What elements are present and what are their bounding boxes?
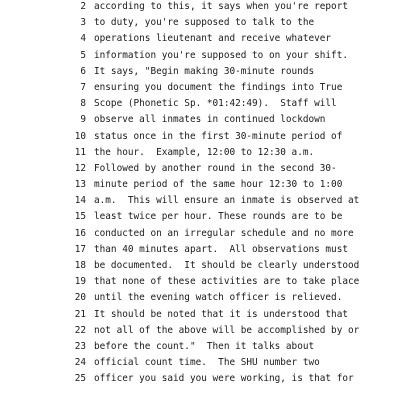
line-text: Followed by another round in the second 30- (94, 162, 337, 174)
line-text: ensuring you document the findings into True (94, 81, 343, 93)
line-number: 13 (74, 179, 86, 191)
transcript-line (0, 177, 400, 193)
transcript-line (0, 145, 400, 161)
transcript-line (0, 371, 400, 387)
line-number: 10 (74, 130, 86, 142)
transcript-line (0, 323, 400, 339)
line-text: It says, "Begin making 30-minute rounds (94, 65, 315, 77)
line-number: 3 (80, 17, 86, 29)
transcript-line (0, 242, 400, 258)
line-number: 25 (74, 373, 86, 385)
line-number: 9 (80, 114, 86, 126)
line-number: 20 (74, 292, 86, 304)
line-number: 17 (74, 243, 86, 255)
line-number: 2 (80, 1, 86, 12)
line-text: before the count." Then it talks about (94, 340, 315, 352)
transcript-line (0, 355, 400, 371)
line-text: Scope (Phonetic Sp. *01:42:49). Staff will (94, 98, 337, 110)
line-number: 6 (80, 65, 86, 77)
transcript-line (0, 48, 400, 64)
line-number: 5 (80, 49, 86, 61)
transcript-line (0, 161, 400, 177)
line-number: 8 (80, 98, 86, 110)
transcript-line (0, 129, 400, 145)
transcript-line (0, 209, 400, 225)
transcript-line (0, 64, 400, 80)
transcript-line (0, 112, 400, 128)
line-text: least twice per hour. These rounds are to be (94, 211, 343, 223)
line-text: It should be noted that it is understood that (94, 308, 348, 320)
line-number: 15 (74, 211, 86, 223)
line-number: 4 (80, 33, 86, 45)
line-text: operations lieutenant and receive whatever (94, 33, 332, 45)
transcript-line (0, 290, 400, 306)
line-text: be documented. It should be clearly understood (94, 260, 360, 271)
transcript-line (0, 307, 400, 323)
transcript-line (0, 0, 400, 15)
line-text: conducted on an irregular schedule and no more (94, 227, 354, 239)
line-number: 24 (74, 357, 86, 369)
line-text: information you're supposed to on your shift. (94, 49, 348, 61)
line-text: a.m. This will ensure an inmate is observed at (94, 195, 360, 207)
transcript-line (0, 339, 400, 355)
line-text: observe all inmates in continued lockdown (94, 114, 326, 126)
line-number: 16 (74, 227, 86, 239)
line-text: the hour. Example, 12:00 to 12:30 a.m. (94, 146, 315, 158)
transcript-line (0, 193, 400, 209)
transcript-line (0, 274, 400, 290)
line-number: 21 (74, 308, 86, 320)
line-text: officer you said you were working, is that for (94, 373, 354, 385)
line-text: that none of these activities are to take place (94, 276, 360, 288)
line-number: 19 (74, 276, 86, 288)
transcript-line (0, 96, 400, 112)
transcript-line (0, 80, 400, 96)
transcript-line (0, 226, 400, 242)
line-text: not all of the above will be accomplished by or (94, 324, 360, 336)
line-number: 23 (74, 340, 86, 352)
transcript-line (0, 15, 400, 31)
line-text: minute period of the same hour 12:30 to 1:00 (94, 179, 343, 191)
line-number: 14 (74, 195, 86, 207)
line-text: official count time. The SHU number two (94, 357, 320, 369)
transcript-line (0, 258, 400, 274)
transcript-line (0, 31, 400, 47)
line-number: 18 (74, 260, 86, 271)
line-number: 12 (74, 162, 86, 174)
line-text: according to this, it says when you're report (94, 1, 348, 12)
line-text: until the evening watch officer is relieved. (94, 292, 343, 304)
line-text: than 40 minutes apart. All observations must (94, 243, 348, 255)
line-number: 7 (80, 81, 86, 93)
line-text: status once in the first 30-minute period of (94, 130, 343, 142)
line-text: to duty, you're supposed to talk to the (94, 17, 315, 29)
line-number: 22 (74, 324, 86, 336)
line-number: 11 (74, 146, 86, 158)
